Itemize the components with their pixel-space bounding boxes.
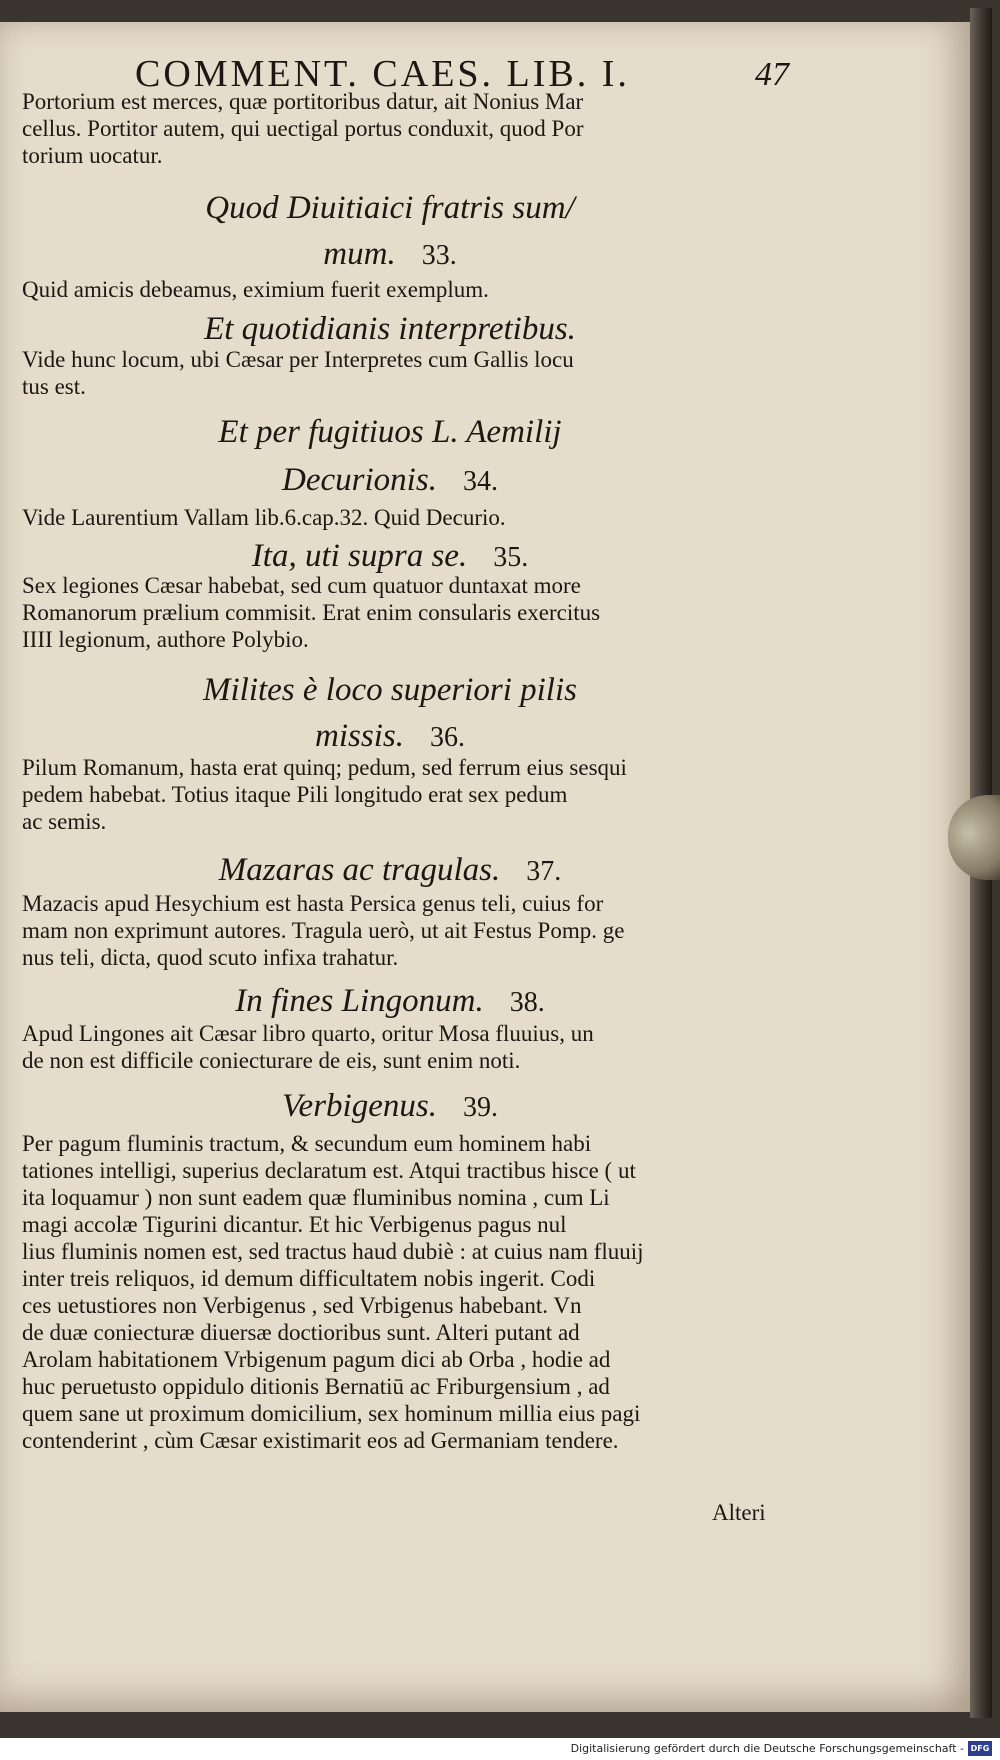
text-line: Vide hunc locum, ubi Cæsar per Interpretes cum Gallis locu	[22, 347, 574, 372]
text-line: Romanorum prælium commisit. Erat enim consularis exercitus	[22, 600, 601, 625]
text-line: ac semis.	[22, 809, 107, 834]
running-head-title: COMMENT. CAES. LIB. I.	[135, 53, 630, 95]
text-line: magi accolæ Tigurini dicantur. Et hic Verbigenus pagus nul	[22, 1212, 567, 1237]
text-line: nus teli, dicta, quod scuto infixa trahatur.	[22, 945, 399, 970]
heading-text: In fines Lingonum.	[235, 983, 484, 1019]
heading-text: Decurionis.	[282, 462, 437, 498]
paragraph	[22, 276, 782, 303]
text-line: Vide Laurentium Vallam lib.6.cap.32. Quid Decurio.	[22, 505, 506, 530]
paragraph	[22, 346, 782, 400]
running-head	[135, 52, 795, 95]
section-number: 37.	[526, 856, 562, 887]
text-line: quem sane ut proximum domicilium, sex hominum millia eius pagi	[22, 1401, 641, 1426]
heading-text: Milites è loco superiori pilis	[203, 672, 577, 708]
heading-text: Et per fugitiuos L. Aemilij	[218, 414, 562, 450]
catchword: Alteri	[712, 1500, 766, 1525]
text-line: pedem habebat. Totius itaque Pili longitudo erat sex pedum	[22, 782, 568, 807]
text-line: cellus. Portitor autem, qui uectigal portus conduxit, quod Por	[22, 116, 584, 141]
text-line: lius fluminis nomen est, sed tractus haud dubiè : at cuius nam fluuij	[22, 1239, 644, 1264]
text-line: contenderint , cùm Cæsar existimarit eos ad Germaniam tendere.	[22, 1428, 619, 1453]
section-number: 35.	[493, 542, 529, 573]
paragraph	[22, 754, 782, 835]
text-line: ces uetustiores non Verbigenus , sed Vrbigenus habebant. Vn	[22, 1293, 582, 1318]
text-line: torium uocatur.	[22, 143, 163, 168]
section-heading	[0, 538, 780, 575]
dfg-logo: DFG	[968, 1741, 992, 1756]
paragraph	[22, 572, 782, 653]
section-number: 38.	[509, 987, 545, 1018]
paragraph	[22, 890, 782, 971]
section-heading	[0, 462, 780, 499]
text-line: Per pagum fluminis tractum, & secundum eum hominem habi	[22, 1131, 592, 1156]
heading-text: mum.	[323, 236, 396, 272]
text-line: mam non exprimunt autores. Tragula uerò, ut ait Festus Pomp. ge	[22, 918, 625, 943]
text-line: ita loquamur ) non sunt eadem quæ fluminibus nomina , cum Li	[22, 1185, 610, 1210]
text-line: Portorium est merces, quæ portitoribus datur, ait Nonius Mar	[22, 89, 584, 114]
heading-text: Et quotidianis interpretibus.	[204, 311, 576, 347]
section-heading	[0, 1088, 780, 1125]
paragraph	[22, 504, 782, 531]
section-heading	[0, 236, 780, 273]
section-heading	[0, 718, 780, 755]
heading-text: Quod Diuitiaici fratris sum/	[205, 190, 575, 226]
section-number: 34.	[462, 466, 498, 497]
paragraph-portorium	[22, 88, 782, 169]
section-heading	[0, 414, 780, 451]
heading-text: Mazaras ac tragulas.	[218, 852, 501, 888]
section-heading	[0, 672, 780, 709]
page-number: 47	[755, 56, 789, 93]
text-line: tationes intelligi, superius declaratum est. Atqui tractibus hisce ( ut	[22, 1158, 636, 1183]
text-line: Mazacis apud Hesychium est hasta Persica genus teli, cuius for	[22, 891, 604, 916]
heading-text: missis.	[315, 718, 404, 754]
digitization-credit: Digitalisierung gefördert durch die Deutsche Forschungsgemeinschaft -	[570, 1742, 964, 1755]
text-line: Apud Lingones ait Cæsar libro quarto, oritur Mosa fluuius, un	[22, 1021, 594, 1046]
section-number: 36.	[429, 722, 465, 753]
text-line: huc peruetusto oppidulo ditionis Bernatiū ac Friburgensium , ad	[22, 1374, 610, 1399]
text-line: inter treis reliquos, id demum difficultatem nobis ingerit. Codi	[22, 1266, 596, 1291]
paragraph	[22, 1130, 782, 1454]
text-line: de duæ coniecturæ diuersæ doctioribus sunt. Alteri putant ad	[22, 1320, 580, 1345]
text-line: Sex legiones Cæsar habebat, sed cum quatuor duntaxat more	[22, 573, 581, 598]
text-line: Quid amicis debeamus, eximium fuerit exemplum.	[22, 277, 489, 302]
section-heading	[0, 983, 780, 1020]
text-line: Arolam habitationem Vrbigenum pagum dici ab Orba , hodie ad	[22, 1347, 611, 1372]
section-number: 39.	[462, 1092, 498, 1123]
text-line: IIII legionum, authore Polybio.	[22, 627, 309, 652]
section-heading	[0, 311, 780, 348]
section-heading	[0, 190, 780, 227]
section-number: 33.	[421, 240, 457, 271]
heading-text: Ita, uti supra se.	[251, 538, 468, 574]
paragraph	[22, 1020, 782, 1074]
heading-text: Verbigenus.	[282, 1088, 437, 1124]
text-line: tus est.	[22, 374, 86, 399]
text-line: de non est difficile coniecturare de eis, sunt enim noti.	[22, 1048, 521, 1073]
section-heading	[0, 852, 780, 889]
text-line: Pilum Romanum, hasta erat quinq; pedum, sed ferrum eius sesqui	[22, 755, 627, 780]
